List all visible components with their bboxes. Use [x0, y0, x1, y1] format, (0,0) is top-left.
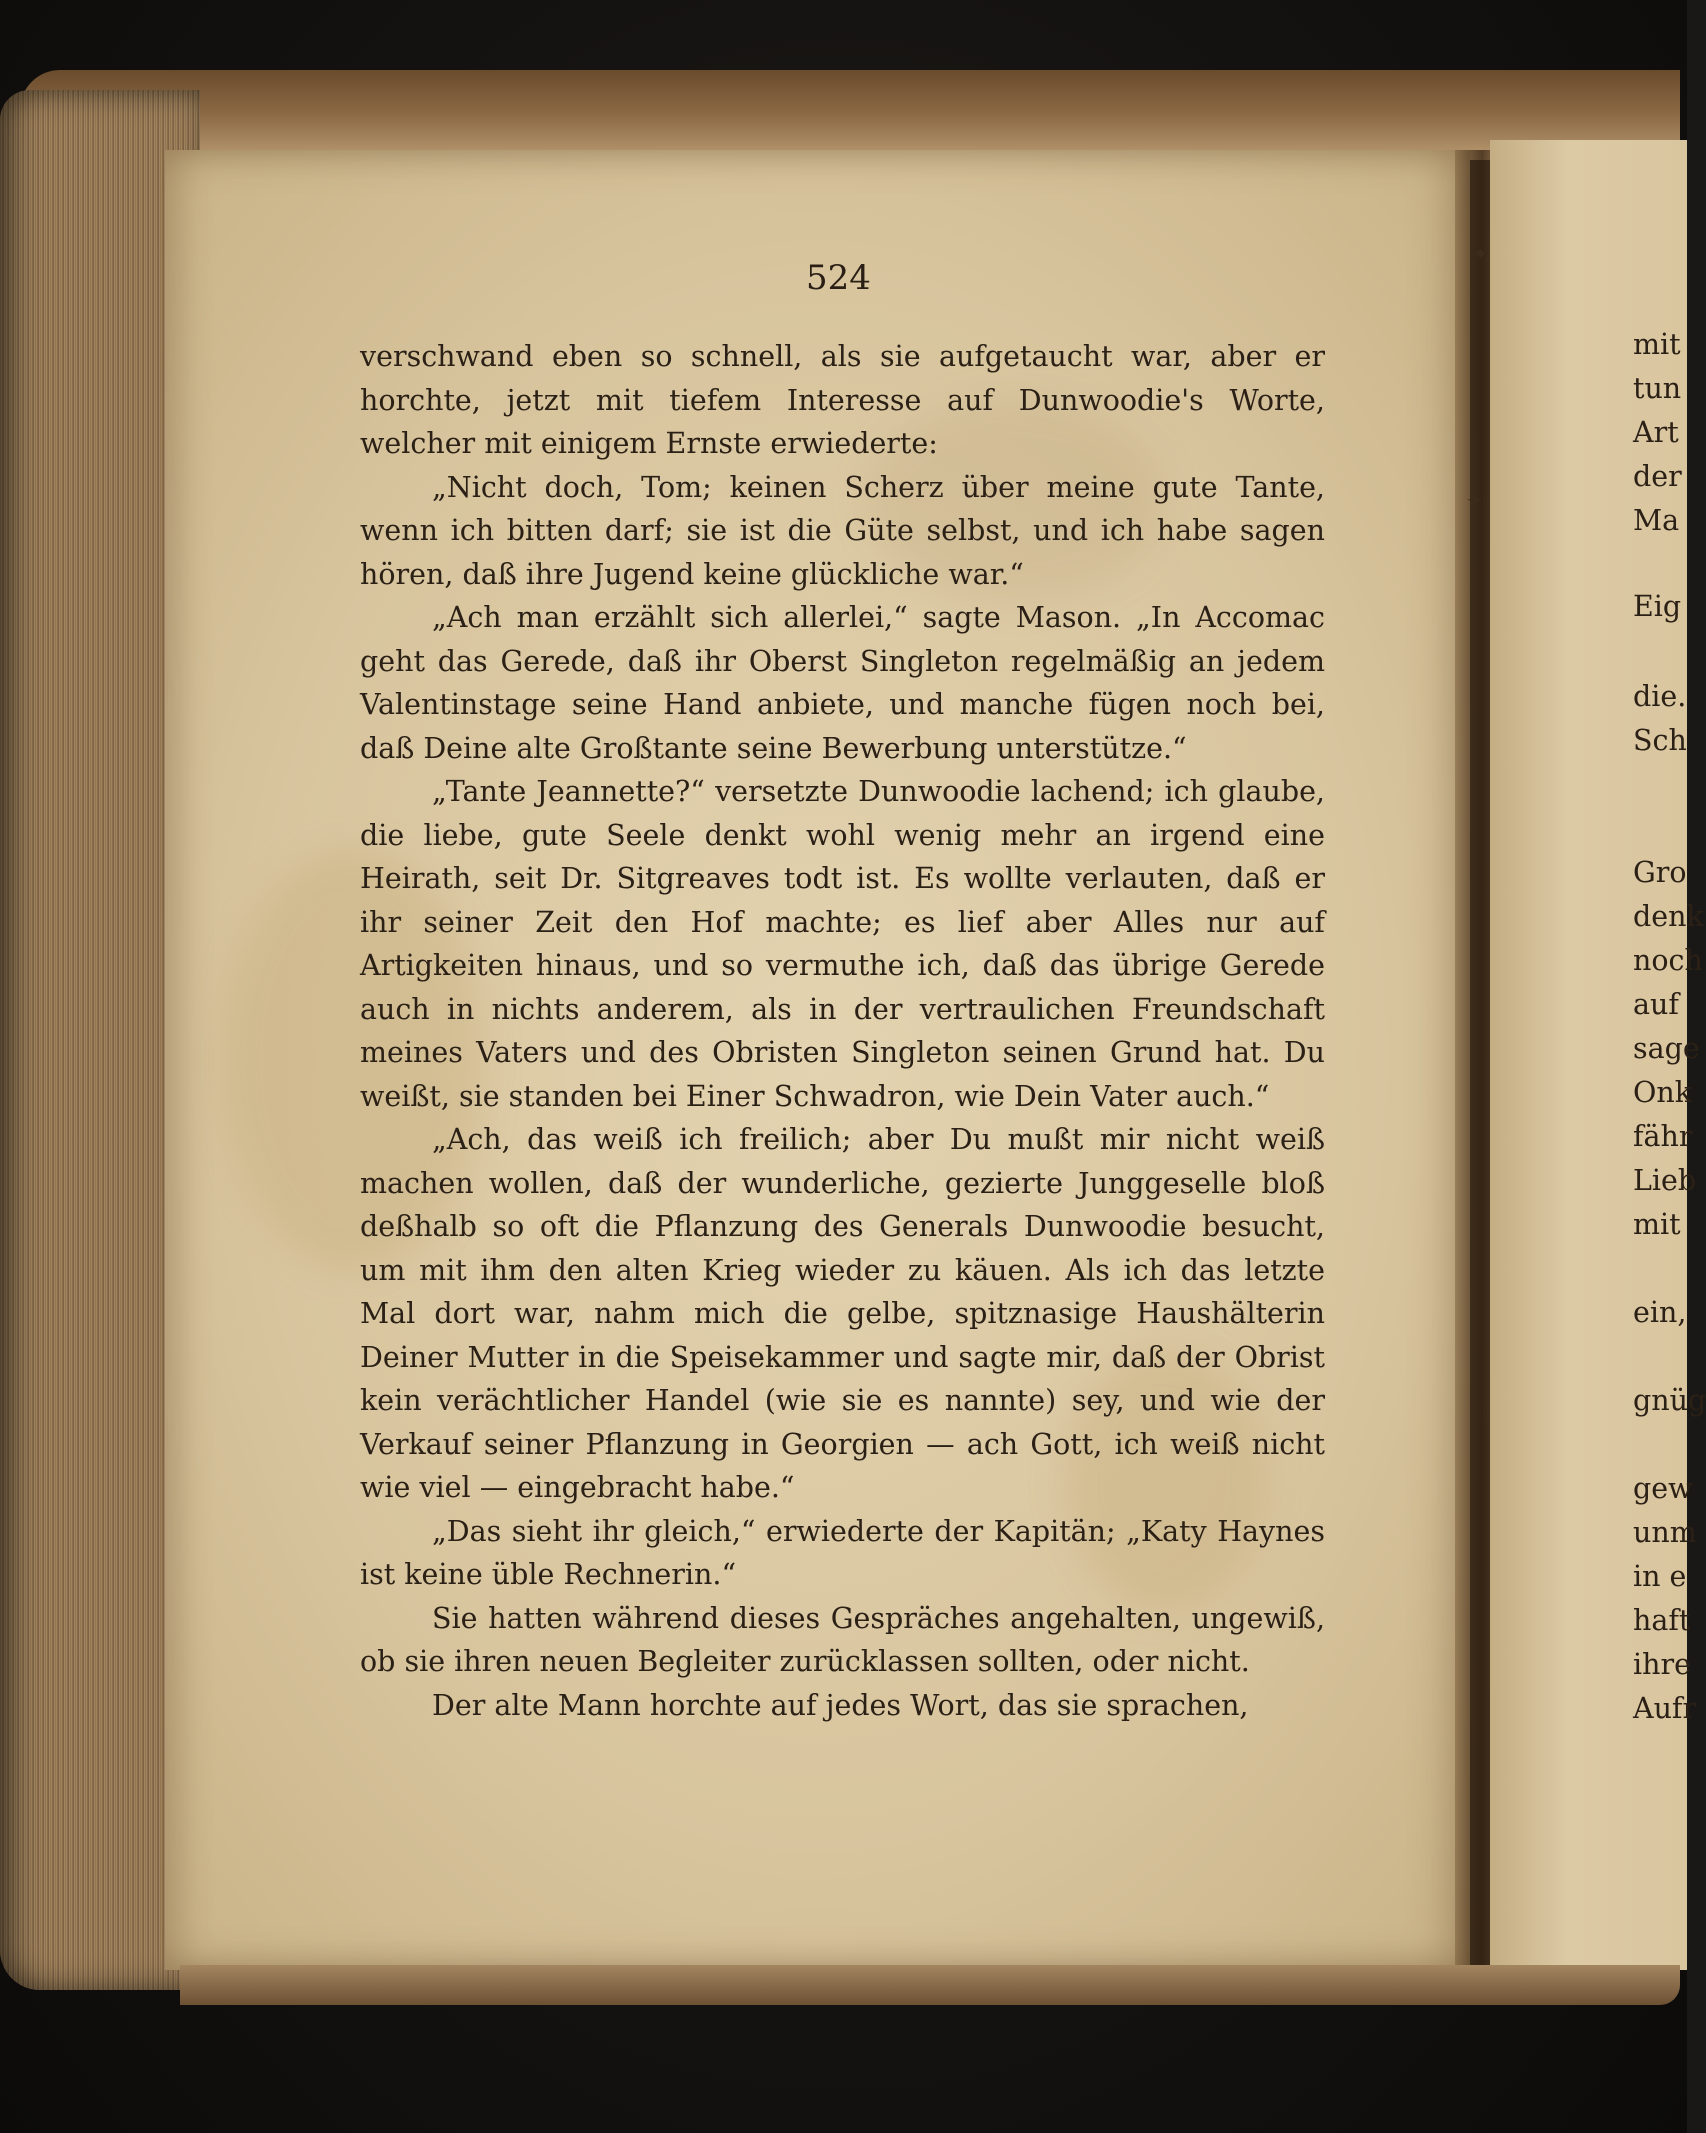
body-text: [360, 335, 1325, 1727]
facing-page-word: sage: [1633, 1032, 1700, 1065]
facing-page-word: der: [1633, 460, 1682, 493]
facing-page-word: Aufr: [1633, 1692, 1697, 1725]
paragraph: „Ach, das weiß ich freilich; aber Du mußt mir nicht weiß machen wollen, daß der wunderliche, gezierte Junggeselle bloß deßhalb so oft die Pflanzung des Generals Dunwoodie besucht, um mit ihm den alten Krieg wieder zu käuen. Als ich das letzte Mal dort war, nahm mich die gelbe, spitznasige Haushälterin Deiner Mutter in die Speisekammer und sagte mir, daß der Obrist kein verächtlicher Handel (wie sie es nannte) sey, und wie der Verkauf seiner Pflanzung in Georgien — ach Gott, ich weiß nicht wie viel — eingebracht habe.“: [360, 1123, 1325, 1504]
paragraph: „Ach man erzählt sich allerlei,“ sagte Mason. „In Accomac geht das Gerede, daß ihr Oberst Singleton regelmäßig an jedem Valentinstage seine Hand anbiete, und manche fügen noch bei, daß Deine alte Großtante seine Bewerbung unterstütze.“: [360, 601, 1325, 765]
facing-page-word: mit: [1633, 1208, 1681, 1241]
facing-page-word: Onk: [1633, 1076, 1692, 1109]
facing-page-word: Sch: [1633, 724, 1687, 757]
facing-page-word: Ma: [1633, 504, 1680, 537]
facing-page-word: Eig: [1633, 590, 1682, 623]
facing-page-word: tun: [1633, 372, 1682, 405]
binding-mark: ✦: [1472, 242, 1489, 266]
binding-mark: ✦: [1466, 488, 1483, 512]
page-number: 524: [806, 258, 871, 298]
facing-page-word: gnüg: [1633, 1384, 1706, 1417]
book-bottom-edge: [180, 1965, 1680, 2005]
facing-page-word: noch: [1633, 944, 1703, 977]
facing-page-word: mit: [1633, 328, 1681, 361]
facing-page-word: Gro: [1633, 856, 1687, 889]
facing-page-word: denk: [1633, 900, 1704, 933]
facing-page-word: auf: [1633, 988, 1679, 1021]
facing-page-word: ihre: [1633, 1648, 1691, 1681]
paragraph: „Das sieht ihr gleich,“ erwiederte der Kapitän; „Katy Haynes ist keine üble Rechnerin.“: [360, 1514, 1325, 1591]
paragraph: Der alte Mann horchte auf jedes Wort, das sie sprachen,: [432, 1688, 1249, 1722]
paragraph: Sie hatten während dieses Gespräches angehalten, ungewiß, ob sie ihren neuen Begleiter zurücklassen sollten, oder nicht.: [360, 1601, 1325, 1678]
book-top-edge: [20, 70, 1680, 160]
facing-page-word: unm: [1633, 1516, 1697, 1549]
facing-page-word: in e: [1633, 1560, 1687, 1593]
facing-page-word: haft: [1633, 1604, 1691, 1637]
facing-page-word: gew: [1633, 1472, 1693, 1505]
facing-page-word: ein,: [1633, 1296, 1687, 1329]
paragraph: verschwand eben so schnell, als sie aufgetaucht war, aber er horchte, jetzt mit tiefem Interesse auf Dunwoodie's Worte, welcher mit einigem Ernste erwiederte:: [360, 340, 1325, 460]
facing-page-word: Lieb: [1633, 1164, 1697, 1197]
paragraph: „Nicht doch, Tom; keinen Scherz über meine gute Tante, wenn ich bitten darf; sie ist die Güte selbst, und ich habe sagen hören, daß ihre Jugend keine glückliche war.“: [360, 470, 1325, 591]
facing-page-word: Art: [1633, 416, 1679, 449]
facing-page-word: fähr: [1633, 1120, 1693, 1153]
facing-page-word: die.: [1633, 680, 1687, 713]
paragraph: „Tante Jeannette?“ versetzte Dunwoodie lachend; ich glaube, die liebe, gute Seele denkt wohl wenig mehr an irgend eine Heirath, seit Dr. Sitgreaves todt ist. Es wollte verlauten, daß er ihr seiner Zeit den Hof machte; es lief aber Alles nur auf Artigkeiten hinaus, und so vermuthe ich, daß das übrige Gerede auch in nichts anderem, als in der vertraulichen Freundschaft meines Vaters und des Obristen Singleton seinen Grund hat. Du weißt, sie standen bei Einer Schwadron, wie Dein Vater auch.“: [360, 775, 1325, 1113]
